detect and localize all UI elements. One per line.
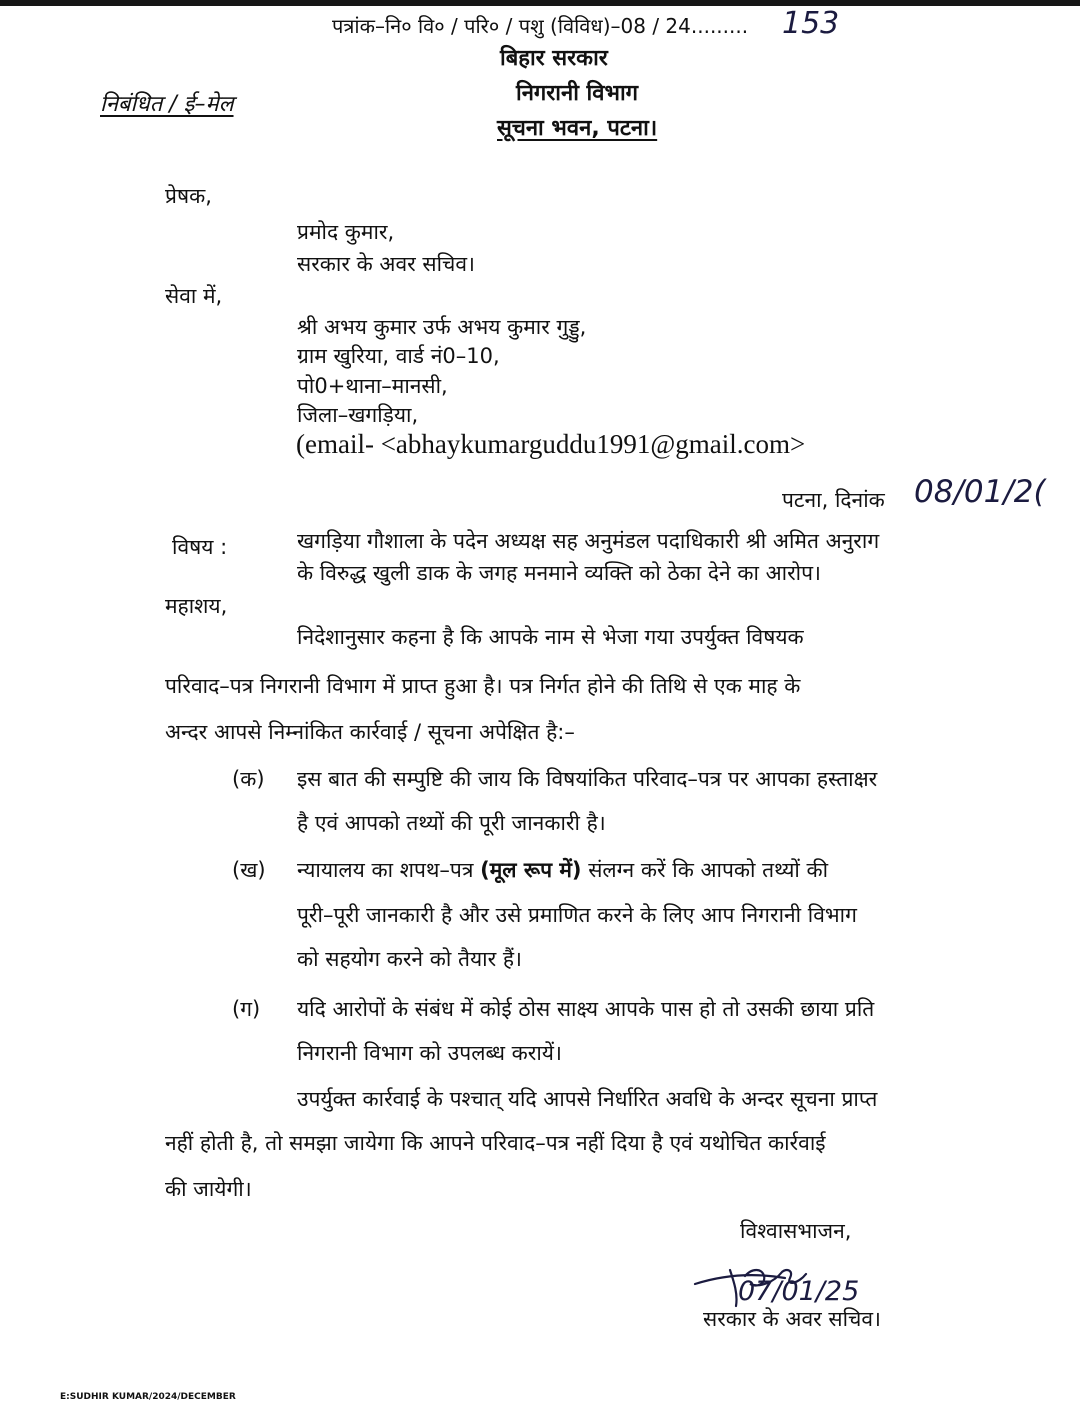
item-text: संलग्न करें कि आपको तथ्यों की [588,858,829,882]
item-marker: (क) [232,767,265,791]
body-paragraph-line: नहीं होती है, तो समझा जायेगा कि आपने परिवाद–पत्र नहीं दिया है एवं यथोचित कार्रवाई [165,1131,826,1155]
body-paragraph-line: निदेशानुसार कहना है कि आपके नाम से भेजा गया उपर्युक्त विषयक [297,625,804,649]
dispatch-mode: निबंधित / ई–मेल [100,92,234,117]
salutation: महाशय, [165,594,228,618]
body-paragraph-line: उपर्युक्त कार्रवाई के पश्चात् यदि आपसे निर्धारित अवधि के अन्दर सूचना प्राप्त [297,1087,878,1111]
subject-label: विषय : [172,535,228,559]
item-line: निगरानी विभाग को उपलब्ध करायें। [297,1041,562,1065]
recipient-line: पो0+थाना–मानसी, [297,374,448,398]
item-marker: (ख) [232,858,266,882]
sender-name: प्रमोद कुमार, [297,220,395,244]
subject-line: के विरुद्ध खुली डाक के जगह मनमाने व्यक्ति को ठेका देने का आरोप। [297,561,821,585]
body-paragraph-line: अन्दर आपसे निम्नांकित कार्रवाई / सूचना अपेक्षित है:– [165,720,575,744]
item-line: इस बात की सम्पुष्टि की जाय कि विषयांकित परिवाद–पत्र पर आपका हस्ताक्षर [297,767,878,791]
item-line: पूरी–पूरी जानकारी है और उसे प्रमाणित करने के लिए आप निगरानी विभाग [297,903,857,927]
item-text-emphasis: (मूल रूप में) [480,858,582,882]
item-marker: (ग) [232,997,261,1021]
sender-designation: सरकार के अवर सचिव। [297,252,476,276]
recipient-line: जिला–खगड़िया, [297,403,419,427]
item-line [297,858,828,883]
subject-line: खगड़िया गौशाला के पदेन अध्यक्ष सह अनुमंडल पदाधिकारी श्री अमित अनुराग [297,529,880,553]
closing-designation: सरकार के अवर सचिव। [703,1307,882,1331]
signature-date: 07/01/25 [738,1276,860,1307]
recipient-email: (email- <abhaykumarguddu1991@gmail.com> [296,429,806,459]
recipient-line: श्री अभय कुमार उर्फ अभय कुमार गुड्डु, [297,315,587,339]
sender-label: प्रेषक, [165,184,212,208]
govt-name: बिहार सरकार [500,46,608,71]
department-name: निगरानी विभाग [516,81,639,106]
date-handwritten: 08/01/2( [914,474,1046,510]
item-text: न्यायालय का शपथ–पत्र [297,858,474,882]
date-label: पटना, दिनांक [782,488,885,512]
item-line: को सहयोग करने को तैयार हैं। [297,947,522,971]
reference-handwritten: 153 [782,6,840,41]
scan-top-edge [0,0,1080,6]
item-line: यदि आरोपों के संबंध में कोई ठोस साक्ष्य आपके पास हो तो उसकी छाया प्रति [297,997,875,1021]
item-line: है एवं आपको तथ्यों की पूरी जानकारी है। [297,811,606,835]
closing-yours: विश्वासभाजन, [740,1219,852,1243]
office-address: सूचना भवन, पटना। [497,116,658,141]
footer-code: E:SUDHIR KUMAR/2024/DECEMBER [60,1392,236,1402]
body-paragraph-line: परिवाद–पत्र निगरानी विभाग में प्राप्त हुआ है। पत्र निर्गत होने की तिथि से एक माह के [165,674,801,698]
recipient-label: सेवा में, [165,284,223,308]
recipient-line: ग्राम खुरिया, वार्ड नं0–10, [297,344,500,368]
body-paragraph-line: की जायेगी। [165,1177,252,1201]
reference-number: पत्रांक–नि० वि० / परि० / पशु (विविध)–08 / 24......... [332,14,749,38]
